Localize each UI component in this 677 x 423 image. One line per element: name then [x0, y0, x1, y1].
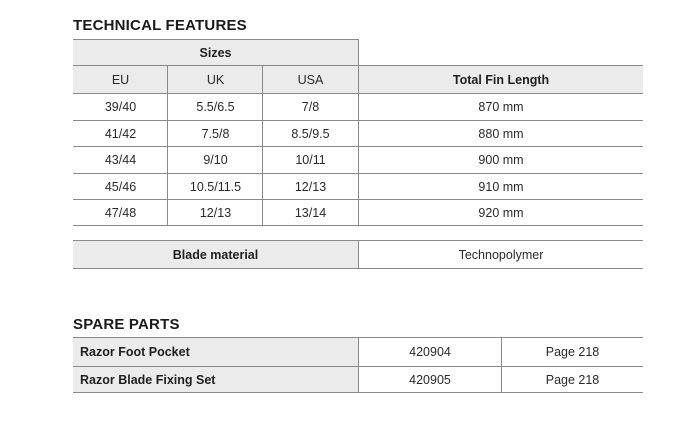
column-header-total-fin-length: Total Fin Length — [359, 66, 643, 93]
size-usa-cell: 10/11 — [295, 153, 326, 167]
size-uk-cell: 12/13 — [199, 206, 232, 220]
size-usa-cell: 12/13 — [294, 180, 327, 194]
size-uk-cell: 7.5/8 — [201, 127, 230, 141]
size-uk-cell: 5.5/6.5 — [196, 100, 235, 114]
fin-length-cell: 910 mm — [478, 180, 524, 194]
part-page-cell: Page 218 — [545, 345, 600, 359]
size-usa-cell: 8.5/9.5 — [291, 127, 330, 141]
part-code-cell: 420904 — [409, 345, 451, 359]
column-header-eu: EU — [73, 66, 168, 93]
size-uk-cell: 9/10 — [203, 153, 228, 167]
technical-features-heading: TECHNICAL FEATURES — [73, 17, 247, 34]
column-header-uk: UK — [168, 66, 263, 93]
fin-length-cell: 870 mm — [478, 100, 524, 114]
fin-length-cell: 920 mm — [478, 206, 524, 220]
part-name-cell: Razor Foot Pocket — [73, 338, 358, 366]
spare-parts-heading: SPARE PARTS — [73, 316, 180, 333]
size-eu-cell: 45/46 — [104, 180, 137, 194]
size-usa-cell: 13/14 — [294, 206, 327, 220]
table-rule — [262, 65, 263, 226]
table-rule — [358, 39, 359, 226]
table-rule — [501, 337, 502, 393]
blade-material-label: Blade material — [73, 241, 358, 268]
size-uk-cell: 10.5/11.5 — [189, 180, 242, 194]
size-eu-cell: 39/40 — [104, 100, 137, 114]
sizes-header: Sizes — [73, 40, 358, 65]
size-eu-cell: 43/44 — [104, 153, 137, 167]
table-rule — [358, 337, 359, 393]
table-rule — [167, 65, 168, 226]
column-header-usa: USA — [263, 66, 358, 93]
part-name-cell: Razor Blade Fixing Set — [73, 367, 358, 392]
blade-material-value: Technopolymer — [458, 247, 544, 262]
table-rule — [73, 39, 358, 40]
size-eu-cell: 41/42 — [104, 127, 137, 141]
size-usa-cell: 7/8 — [301, 100, 320, 114]
fin-length-cell: 880 mm — [478, 127, 524, 141]
table-rule — [358, 240, 359, 269]
size-eu-cell: 47/48 — [104, 206, 137, 220]
fin-length-cell: 900 mm — [478, 153, 524, 167]
part-code-cell: 420905 — [409, 372, 451, 387]
part-page-cell: Page 218 — [545, 372, 600, 387]
